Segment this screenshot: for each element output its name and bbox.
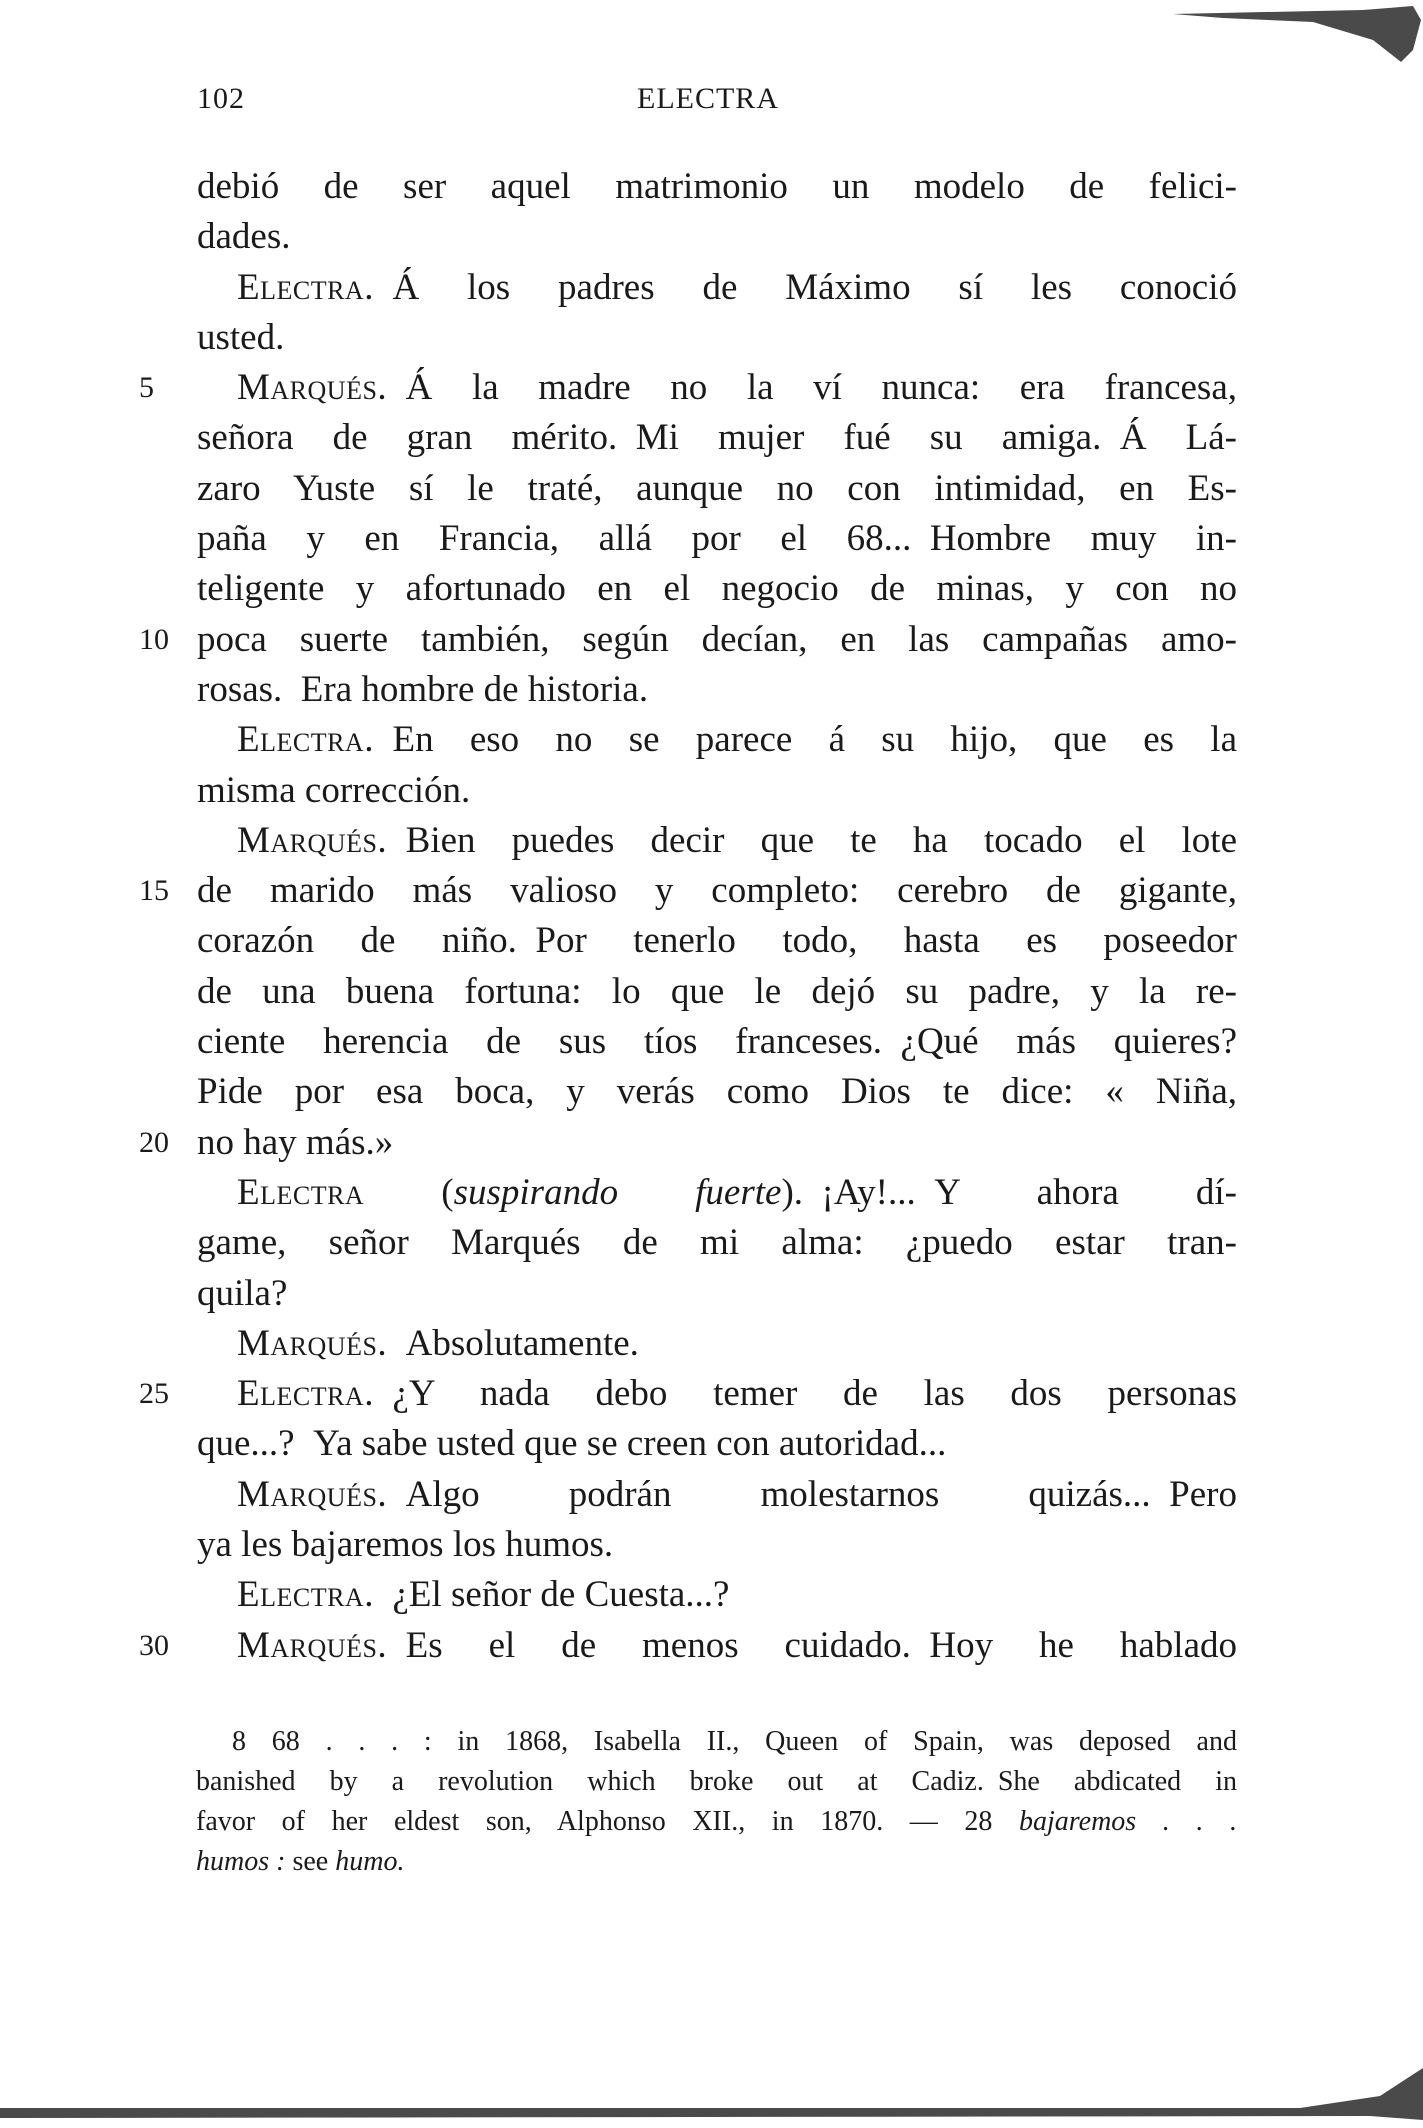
line-content xyxy=(197,313,1237,363)
text-run: usted. xyxy=(197,316,285,358)
text-line xyxy=(197,413,1237,463)
text-run: see xyxy=(285,1846,336,1877)
text-line xyxy=(197,564,1237,614)
line-content xyxy=(197,866,1237,916)
text-line xyxy=(197,1067,1237,1117)
line-content xyxy=(197,413,1237,463)
speaker-name: Marqués. xyxy=(237,819,388,861)
speaker-name: Electra. xyxy=(237,1373,374,1415)
line-content xyxy=(237,1369,1237,1419)
text-run: dades. xyxy=(197,216,291,258)
line-content xyxy=(197,162,1237,212)
line-content xyxy=(197,916,1237,966)
line-content xyxy=(197,766,1237,816)
line-number: 30 xyxy=(139,1628,169,1662)
text-line xyxy=(197,162,1237,212)
line-content xyxy=(197,1067,1237,1117)
speaker-name: Marqués. xyxy=(237,1473,388,1515)
text-line xyxy=(197,1269,1237,1319)
line-content xyxy=(197,967,1237,1017)
footnotes xyxy=(196,1722,1238,1882)
text-line xyxy=(197,665,1237,715)
line-content xyxy=(237,816,1237,866)
line-content xyxy=(197,464,1237,514)
line-content xyxy=(197,615,1237,665)
line-content xyxy=(197,1520,1237,1570)
text-line xyxy=(139,363,1237,413)
page-number: 102 xyxy=(197,82,245,115)
line-number: 25 xyxy=(139,1377,169,1411)
text-line xyxy=(197,1470,1237,1520)
text-run: ya les bajaremos los humos. xyxy=(197,1524,614,1566)
line-content xyxy=(197,212,1237,262)
italic-text: humo. xyxy=(335,1846,405,1877)
text-line xyxy=(197,766,1237,816)
text-run: debió de ser aquel matrimonio un modelo de felici- xyxy=(197,166,1237,207)
line-number: 20 xyxy=(139,1125,169,1159)
page-header xyxy=(197,82,1237,126)
text-run: ). ¡Ay!... Y ahora dí- xyxy=(781,1171,1238,1213)
speaker-name: Electra. xyxy=(237,1574,374,1616)
speaker-name: Marqués. xyxy=(237,1624,388,1666)
line-number: 15 xyxy=(139,874,169,908)
text-run: Es el de menos cuidado. Hoy he hablado xyxy=(387,1624,1237,1666)
text-line xyxy=(197,1218,1237,1268)
text-run: teligente y afortunado en el negocio de minas, y con no xyxy=(197,568,1237,610)
line-content xyxy=(237,1319,1237,1369)
text-line xyxy=(197,1419,1237,1469)
text-run: de una buena fortuna: lo que le dejó su padre, y la re- xyxy=(197,970,1237,1012)
speaker-name: Marqués. xyxy=(237,1322,388,1364)
text-line xyxy=(197,1017,1237,1067)
footnote-line xyxy=(196,1762,1237,1802)
text-line xyxy=(139,1621,1237,1671)
scan-edge-mark-bottom xyxy=(0,2038,1423,2128)
speaker-name: Electra xyxy=(237,1171,365,1213)
text-line xyxy=(139,866,1237,916)
line-content xyxy=(197,1218,1237,1268)
text-run: Algo podrán molestarnos quizás... Pero xyxy=(387,1473,1237,1515)
line-content xyxy=(197,564,1237,614)
text-run: que...? Ya sabe usted que se creen con autoridad... xyxy=(197,1423,947,1465)
text-run: Á los padres de Máximo sí les conoció xyxy=(373,266,1237,308)
text-run: paña y en Francia, allá por el 68... Hombre muy in- xyxy=(197,518,1237,560)
line-content xyxy=(197,1118,1237,1168)
line-content xyxy=(237,1570,1237,1620)
line-number: 5 xyxy=(139,371,154,405)
line-content xyxy=(197,514,1237,564)
text-line xyxy=(197,263,1237,313)
text-run: ciente herencia de sus tíos franceses. ¿Qué más quieres? xyxy=(197,1021,1237,1063)
text-line xyxy=(197,514,1237,564)
text-line xyxy=(139,615,1237,665)
main-text xyxy=(139,162,1238,1671)
text-line xyxy=(197,715,1237,765)
text-run: ( xyxy=(364,1171,454,1213)
text-run: señora de gran mérito. Mi mujer fué su amiga. Á Lá- xyxy=(197,417,1237,459)
line-content xyxy=(237,363,1237,413)
speaker-name: Electra. xyxy=(237,266,374,308)
text-run: ¿El señor de Cuesta...? xyxy=(373,1574,730,1616)
text-run: zaro Yuste sí le traté, aunque no con intimidad, en Es- xyxy=(197,467,1237,509)
text-run: rosas. Era hombre de historia. xyxy=(197,668,649,710)
italic-text: bajaremos . . . xyxy=(1019,1806,1238,1837)
line-content xyxy=(197,665,1237,715)
scan-edge-mark-top xyxy=(1163,0,1423,70)
speaker-name: Electra. xyxy=(237,719,374,761)
text-run: game, señor Marqués de mi alma: ¿puedo estar tran- xyxy=(197,1222,1237,1264)
text-run: no hay más.» xyxy=(197,1121,394,1163)
line-number: 10 xyxy=(139,622,169,656)
text-run: quila? xyxy=(197,1272,288,1314)
text-line xyxy=(197,212,1237,262)
text-line xyxy=(197,916,1237,966)
text-run: Á la madre no la ví nunca: era francesa, xyxy=(387,367,1237,409)
italic-text: suspirando fuerte xyxy=(453,1171,782,1213)
text-run: Pide por esa boca, y verás como Dios te dice: « Niña, xyxy=(197,1071,1237,1113)
footnote-line xyxy=(232,1722,1237,1762)
text-run: de marido más valioso y completo: cerebro de gigante, xyxy=(197,870,1237,912)
text-line xyxy=(197,967,1237,1017)
text-line xyxy=(197,1168,1237,1218)
footnote-line xyxy=(196,1802,1237,1842)
line-content xyxy=(237,1621,1237,1671)
running-title: ELECTRA xyxy=(637,82,779,115)
line-content xyxy=(197,1269,1237,1319)
text-run: Absolutamente. xyxy=(387,1322,639,1364)
text-line xyxy=(197,313,1237,363)
text-run: banished by a revolution which broke out at Cadiz. She abdicated in xyxy=(196,1766,1237,1797)
footnote-line xyxy=(196,1842,1237,1882)
line-content xyxy=(237,1470,1237,1520)
text-run: 8 68 . . . : in 1868, Isabella II., Queen of Spain, was deposed and xyxy=(232,1726,1237,1757)
text-line xyxy=(197,464,1237,514)
text-line xyxy=(197,1319,1237,1369)
text-run: misma corrección. xyxy=(197,769,471,811)
line-content xyxy=(197,1017,1237,1067)
text-run: En eso no se parece á su hijo, que es la xyxy=(373,719,1237,761)
text-run: corazón de niño. Por tenerlo todo, hasta es poseedor xyxy=(197,920,1237,962)
text-line xyxy=(139,1118,1237,1168)
text-line xyxy=(197,816,1237,866)
italic-text: humos : xyxy=(196,1846,286,1877)
text-run: favor of her eldest son, Alphonso XII., in 1870. — 28 xyxy=(196,1806,1020,1837)
text-line xyxy=(197,1520,1237,1570)
text-line xyxy=(139,1369,1237,1419)
text-run: poca suerte también, según decían, en las campañas amo- xyxy=(197,618,1237,660)
text-line xyxy=(197,1570,1237,1620)
line-content xyxy=(237,715,1237,765)
line-content xyxy=(197,1419,1237,1469)
line-content xyxy=(237,263,1237,313)
speaker-name: Marqués. xyxy=(237,367,388,409)
text-run: Bien puedes decir que te ha tocado el lote xyxy=(387,819,1237,861)
text-run: ¿Y nada debo temer de las dos personas xyxy=(373,1373,1237,1415)
line-content xyxy=(237,1168,1237,1218)
